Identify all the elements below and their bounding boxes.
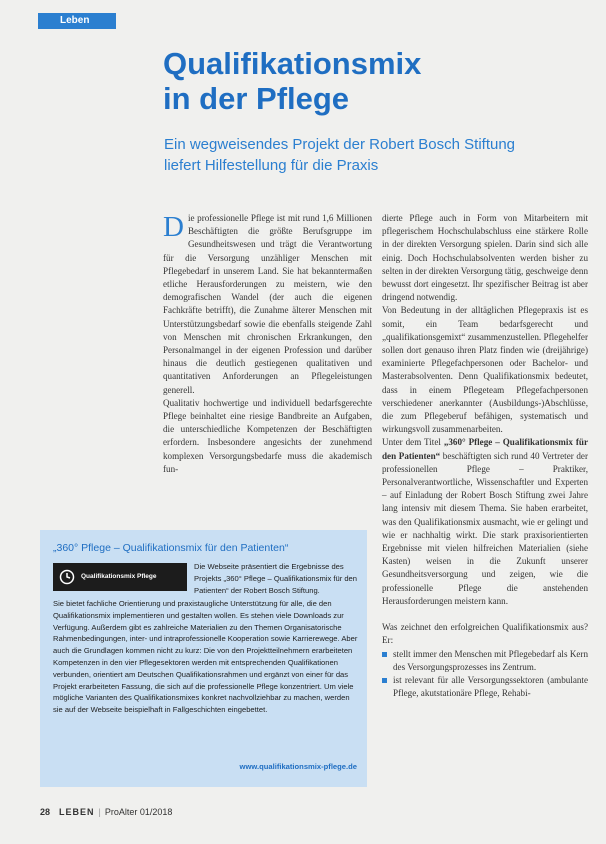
paragraph-5-body: beschäftigten sich rund 40 Vertreter der professionellen Pflege – Praktiker, Personalverantwortliche, Wissenschaftler und Experten – auf Einladung der Robert Bosch Stiftung zwei Jahre lang intensiv mit diesem Thema. Sie haben erarbeitet, was den Qualifikationsmix ausmacht, wie er gelingt und wie er nachhaltig wirkt. Die stark praxisorientierten Ergebnisse mit vielen hilfreichen Materialien (siehe Kasten) weisen in die Zukunft unserer Gesundheitsversorgung und zeigen, wie die professionelle Pflege die anstehenden Herausforderungen meistern kann. (382, 450, 588, 606)
issue-label: ProAlter 01/2018 (104, 807, 173, 817)
article-column-right (382, 212, 588, 700)
headline (163, 46, 563, 116)
project-title-bold: „360° Pflege – Qualifikationsmix für den Patienten“ (382, 437, 588, 461)
article-paragraph-5 (382, 436, 588, 608)
article-column-left (163, 212, 372, 476)
article-paragraph-2: Qualitativ hochwertige und individuell bedarfsgerechte Pflege beinhaltet eine riesige Bandbreite an Aufgaben, die unterschiedliche Kompetenzen der Beschäftigten erfordern. Insbesondere angesichts der zunehmend komplexen Versorgungsbedarfe muss die akademisch fun- (163, 397, 372, 474)
paragraph-5-lead: Unter dem Titel (382, 437, 444, 448)
bullet-square-icon (382, 678, 387, 683)
headline-line-2: in der Pflege (163, 81, 350, 116)
article-question: Was zeichnet den erfolgreichen Qualifikationsmix aus? Er: (382, 622, 588, 646)
article-paragraph-1: ie professionelle Pflege ist mit rund 1,6 Millionen Beschäftigten die größte Berufsgruppe im Gesundheitswesen und trägt die Verantwortung für die Versorgung unzähliger Menschen mit Pflegebedarf in unserem Land. Sie hat bekanntermaßen etliche Herausforderungen zu meistern, wie den demografischen Wandel (der auch die eigenen Fachkräfte betrifft), die Zunahme älterer Menschen mit Unterstützungsbedarf sowie die ebenfalls steigende Zahl von Menschen mit chronischen Erkrankungen, den Personalmangel in der eigenen Profession und darüber hinaus die deutlich gestiegenen qualitativen und quantitativen Anforderungen an Pflegeleistungen generell. (163, 213, 372, 395)
subheadline (164, 134, 564, 176)
list-item (382, 674, 588, 700)
360-circle-icon (59, 569, 75, 585)
list-item (382, 648, 588, 674)
info-box-intro: Die Webseite präsentiert die Ergebnisse des Projekts „360° Pflege – Qualifikationsmix für den Patienten“ der Robert Bosch Stiftung. (194, 562, 358, 595)
footer-separator: | (98, 807, 101, 817)
list-item-text: ist relevant für alle Versorgungssektoren (ambulante Pflege, akutstationäre Pflege, Rehabi- (393, 674, 588, 699)
website-link[interactable]: www.qualifikationsmix-pflege.de (239, 762, 357, 771)
magazine-section: LEBEN (59, 807, 95, 817)
page-footer (40, 806, 172, 818)
subheadline-line-1: Ein wegweisendes Projekt der Robert Bosch Stiftung (164, 136, 516, 153)
info-box-title: „360° Pflege – Qualifikationsmix für den Patienten“ (53, 542, 289, 554)
bullet-list (382, 648, 588, 701)
headline-line-1: Qualifikationsmix (163, 46, 422, 81)
section-tag: Leben (38, 13, 116, 29)
info-box-body: Sie bietet fachliche Orientierung und praxistaugliche Unterstützung für alle, die den Qualifikationsmix implementieren und gestalten wollen. Es stehen viele Downloads zur Verfügung. Außerdem gibt es zahlreiche Materialien zu den Themen Organisatorische Rahmenbedingungen, inter- und intraprofessionelle Kooperation sowie Karrierewege. Aber auch die Grundlagen kommen nicht zu kurz: Die von den Projektteilnehmern erarbeiteten Kompetenzen in den vier Pflegesektoren werden mit entsprechenden Qualifikationen verbunden, orientiert am Deutschen Qualifikationsrahmen und ergänzt von einer für das Projekt erarbeiteten Fassung, die sich auf die professionelle Pflege konzentriert. Um viele mögliche Varianten des Qualifikationsmixes konkret nachvollziehbar zu machen, werden sie auf der Webseite beispielhaft in Fallgeschichten eingebettet. (53, 599, 358, 715)
drop-cap: D (163, 211, 184, 243)
page-number: 28 (40, 807, 51, 817)
subheadline-line-2: liefert Hilfestellung für die Praxis (164, 157, 379, 174)
website-logo-text: Qualifikationsmix Pflege (81, 573, 157, 580)
list-item-text: stellt immer den Menschen mit Pflegebedarf als Kern des Versorgungsprozesses ins Zentrum. (393, 648, 588, 672)
article-paragraph-4: Von Bedeutung in der alltäglichen Pflegepraxis ist es somit, ein Team bedarfsgerecht und „qualifikationsgemixt“ zusammenzustellen. Pflegehelfer sollen dort genauso ihren Platz finden wie (dreijährige) examinierte Pflegefachpersonen oder Bachelor- und Masterabsolventen. Denn Qualifikationsmix bedeutet, dass in einem Pflegeteam Pflegefachpersonen verschiedener anerkannter (Ausbildungs-)Abschlüsse, die zum Pflegeberuf befähigen, systematisch und wirkungsvoll zusammenarbeiten. (382, 305, 588, 435)
website-logo (53, 563, 187, 591)
info-box (40, 530, 367, 787)
article-paragraph-3: dierte Pflege auch in Form von Mitarbeitern mit pflegerischem Hochschulabschluss eine stärkere Rolle in der direkten Versorgung spielen. Darin sind sich alle einig. Doch Hochschulabsolventen werden bisher zu selten in der direkten Versorgung tätig, geschweige denn bewusst dort eingesetzt. Ihr spezifischer Beitrag ist aber dringend notwendig. (382, 213, 588, 303)
bullet-square-icon (382, 652, 387, 657)
